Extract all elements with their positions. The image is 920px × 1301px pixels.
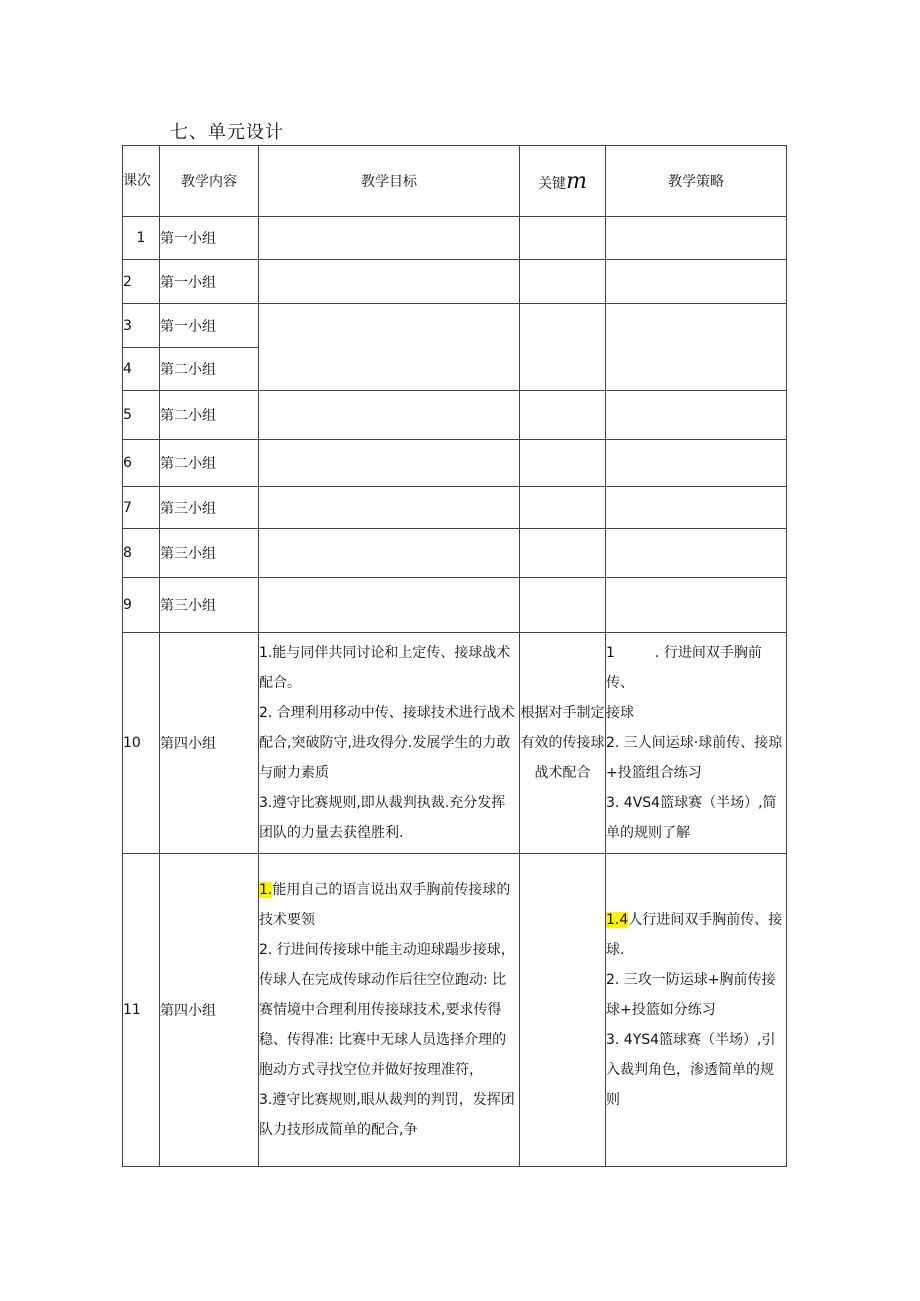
lesson-number: 8 (123, 529, 160, 578)
section-title: 七、单元设计 (170, 122, 284, 143)
table-row (123, 854, 787, 1167)
table-row (123, 304, 787, 348)
lesson-number: 7 (123, 487, 160, 529)
lesson-strategy (606, 487, 787, 529)
goal-item: 2. 行进间传接球中能主动迎球蹋步接球，传球人在完成传球动作后往空位跑动: 比赛情境中合理利用传接球技术,要求传得稳、传得准: 比赛中无球人员选择介理的胞动方式寻找空位并做好按理准符， (259, 942, 515, 1078)
table-row (123, 260, 787, 304)
lesson-number: 1 (123, 217, 160, 260)
lesson-key (520, 304, 606, 391)
strategy-item: 2. 三攻一防运球+胸前传接球+投篮如分练习 (606, 972, 776, 1018)
lesson-strategy (606, 578, 787, 633)
lesson-strategy (606, 304, 787, 391)
header-content: 教学内容 (160, 146, 259, 217)
lesson-content: 第二小组 (160, 440, 259, 487)
table-row (123, 440, 787, 487)
highlight-number: 1. (259, 882, 273, 898)
lesson-goal (259, 260, 520, 304)
lesson-number: 3 (123, 304, 160, 348)
lesson-key (520, 529, 606, 578)
header-strategy: 教学策略 (606, 146, 787, 217)
lesson-content: 第三小组 (160, 529, 259, 578)
goal-item: 1.能与同伴共同讨论和上定传、接球战术配合。 (259, 645, 511, 691)
strategy-item (606, 905, 786, 965)
lesson-strategy (606, 391, 787, 440)
lesson-content: 第一小组 (160, 304, 259, 348)
lesson-key (520, 440, 606, 487)
header-key (520, 146, 606, 217)
table-row (123, 529, 787, 578)
lesson-content: 第二小组 (160, 348, 259, 391)
table-row (123, 487, 787, 529)
lesson-key (520, 260, 606, 304)
lesson-goal (259, 487, 520, 529)
lesson-goal (259, 633, 520, 854)
lesson-content: 第四小组 (160, 854, 259, 1167)
unit-design-table (122, 145, 787, 1167)
strategy-num: 1 (606, 645, 615, 661)
lesson-strategy (606, 217, 787, 260)
lesson-strategy (606, 440, 787, 487)
lesson-key (520, 391, 606, 440)
lesson-number: 6 (123, 440, 160, 487)
lesson-strategy (606, 854, 787, 1167)
lesson-content: 第三小组 (160, 487, 259, 529)
lesson-key (520, 854, 606, 1167)
lesson-goal (259, 391, 520, 440)
lesson-goal (259, 304, 520, 391)
lesson-key: 根据对手制定有效的传接球战术配合 (520, 633, 606, 854)
table-row (123, 391, 787, 440)
highlight-number: 1. (606, 912, 620, 928)
strategy-item: 接球 (606, 705, 634, 721)
header-lesson: 课次 (123, 146, 160, 217)
lesson-content: 第二小组 (160, 391, 259, 440)
lesson-content: 第一小组 (160, 217, 259, 260)
lesson-key (520, 578, 606, 633)
header-goal: 教学目标 (259, 146, 520, 217)
strategy-item: 3. 4YS4篮球赛（半场）,引入裁判角色，渗透简单的规则 (606, 1032, 776, 1108)
lesson-goal (259, 578, 520, 633)
lesson-number: 10 (123, 633, 160, 854)
goal-text: 能用自己的语言说出双手胸前传接球的技术要领 (259, 882, 511, 928)
table-row (123, 578, 787, 633)
lesson-strategy (606, 260, 787, 304)
strategy-item: 3. 4VS4篮球赛（半场）,简单的规则了解 (606, 795, 777, 841)
lesson-number: 11 (123, 854, 160, 1167)
goal-item: 3.遵守比赛规则,眼从裁判的判罚，发挥团队力技形成简单的配合,争 (259, 1092, 515, 1138)
strategy-text: 人行进间双手胸前传、接球. (606, 912, 783, 958)
lesson-strategy (606, 633, 787, 854)
goal-item (259, 875, 519, 935)
strategy-item (606, 638, 786, 698)
lesson-number: 2 (123, 260, 160, 304)
lesson-strategy (606, 529, 787, 578)
lesson-key (520, 217, 606, 260)
highlight-number: 4 (619, 912, 629, 928)
strategy-text: . 行进间双手胸前传、 (606, 645, 762, 691)
lesson-goal (259, 854, 520, 1167)
lesson-content: 第一小组 (160, 260, 259, 304)
header-row (123, 146, 787, 217)
lesson-goal (259, 440, 520, 487)
lesson-number: 4 (123, 348, 160, 391)
lesson-number: 5 (123, 391, 160, 440)
goal-item: 3.遵守比赛规则,即从裁判执裁.充分发挥团队的力量去获徨胜利. (259, 795, 506, 841)
goal-item: 2. 合理利用移动中传、接球技术进行战术配合,突破防守,进攻得分.发展学生的力敢与耐力素质 (259, 705, 515, 781)
header-key-suffix: m (566, 168, 587, 194)
lesson-goal (259, 217, 520, 260)
lesson-content: 第三小组 (160, 578, 259, 633)
lesson-goal (259, 529, 520, 578)
table-row (123, 633, 787, 854)
strategy-item: 2. 三人间运球·球前传、接琼+投篮组合练习 (606, 735, 783, 781)
lesson-number: 9 (123, 578, 160, 633)
lesson-key (520, 487, 606, 529)
header-key-text: 关键 (538, 175, 567, 192)
table-row (123, 217, 787, 260)
lesson-content: 第四小组 (160, 633, 259, 854)
